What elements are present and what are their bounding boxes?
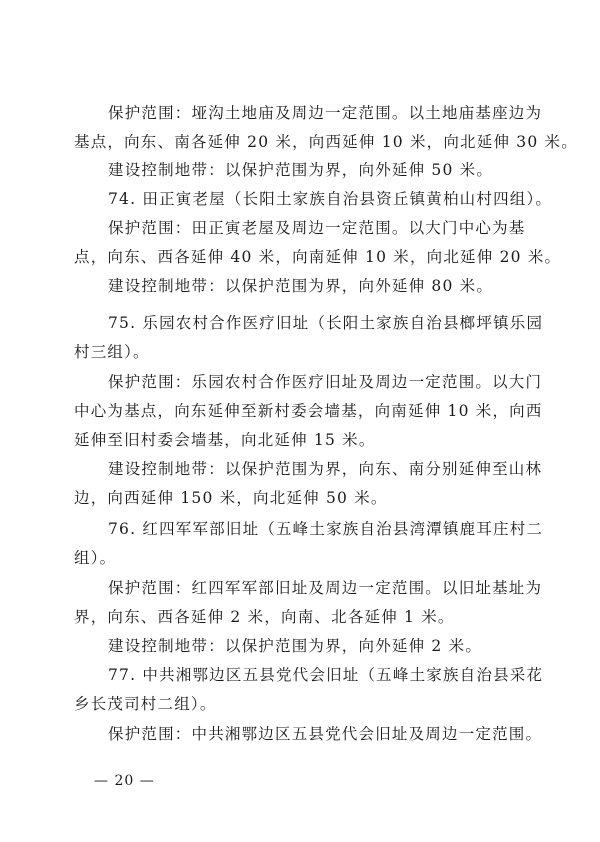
text-line: 建设控制地带：以保护范围为界，向外延伸 2 米。 (108, 637, 483, 655)
text-line: 保护范围：乐园农村合作医疗旧址及周边一定范围。以大门 (108, 373, 543, 391)
text-line: 中心为基点，向东延伸至新村委会墙基，向南延伸 10 米，向西 (74, 402, 543, 420)
section-heading-76-cont: 组）。 (74, 549, 117, 567)
text-line: 保护范围：田正寅老屋及周边一定范围。以大门中心为基 (108, 219, 526, 237)
page-number: — 20 — (94, 773, 155, 789)
section-heading-75-cont: 村三组）。 (74, 343, 150, 361)
text-line: 建设控制地带：以保护范围为界，向外延伸 50 米。 (108, 161, 494, 179)
text-line: 延伸至旧村委会墙基，向北延伸 15 米。 (74, 431, 376, 449)
text-line: 保护范围：红四军军部旧址及周边一定范围。以旧址基址为 (108, 579, 543, 597)
text-line: 边，向西延伸 150 米，向北延伸 50 米。 (74, 489, 388, 507)
text-line: 基点，向东、南各延伸 20 米，向西延伸 10 米，向北延伸 30 米。 (74, 133, 578, 151)
text-line: 保护范围：中共湘鄂边区五县党代会旧址及周边一定范围。 (108, 725, 543, 743)
text-line: 建设控制地带：以保护范围为界，向外延伸 80 米。 (108, 277, 494, 295)
section-heading-77-cont: 乡长茂司村二组）。 (74, 695, 217, 713)
text-line: 保护范围：垭沟土地庙及周边一定范围。以土地庙基座边为 (108, 104, 543, 122)
section-heading-75: 75. 乐园农村合作医疗旧址（长阳土家族自治县榔坪镇乐园 (108, 314, 544, 332)
section-heading-74: 74. 田正寅老屋（长阳土家族自治县资丘镇黄柏山村四组）。 (108, 190, 553, 208)
text-line: 点，向东、西各延伸 40 米，向南延伸 10 米，向北延伸 20 米。 (74, 248, 562, 266)
text-line: 建设控制地带：以保护范围为界，向东、南分别延伸至山林 (108, 460, 543, 478)
section-heading-76: 76. 红四军军部旧址（五峰土家族自治县湾潭镇鹿耳庄村二 (108, 520, 544, 538)
text-line: 界，向东、西各延伸 2 米，向南、北各延伸 1 米。 (74, 608, 455, 626)
section-heading-77: 77. 中共湘鄂边区五县党代会旧址（五峰土家族自治县采花 (108, 666, 544, 684)
